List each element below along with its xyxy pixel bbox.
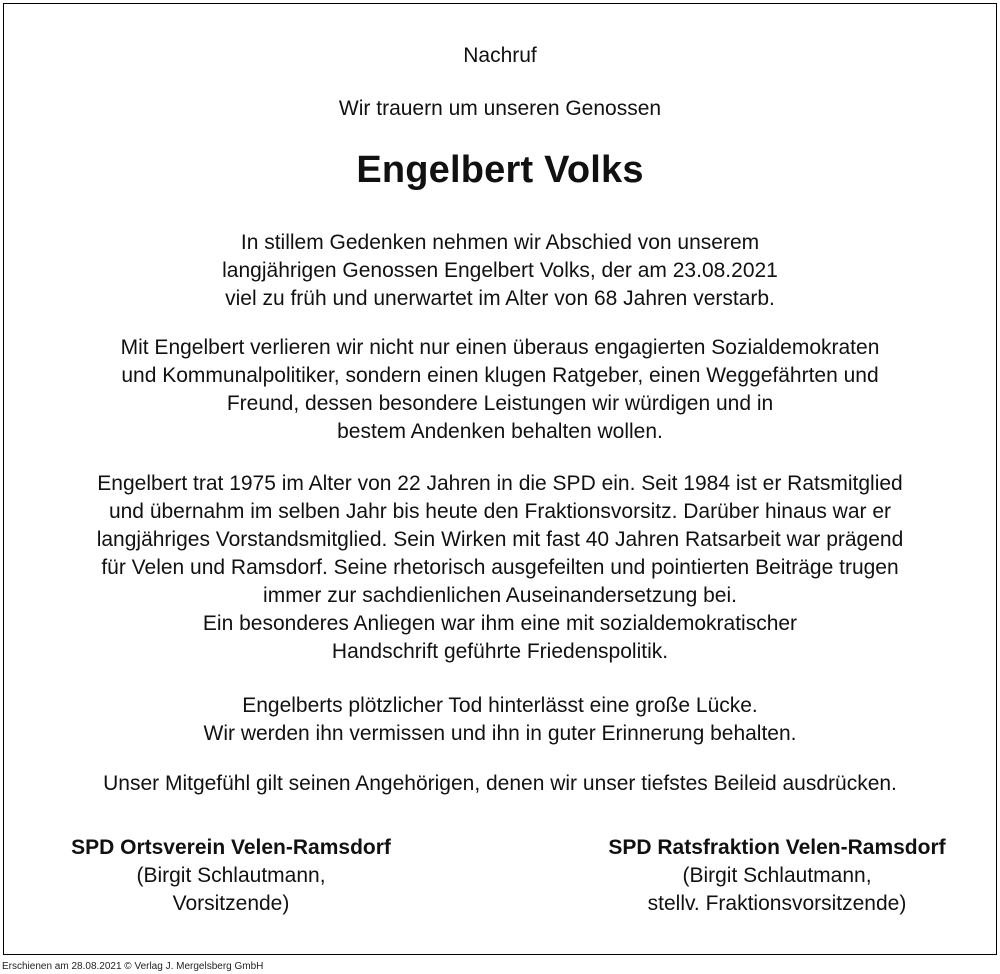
- obituary-notice: [3, 3, 997, 955]
- signature-right-name: (Birgit Schlautmann,: [682, 864, 872, 887]
- deceased-name: Engelbert Volks: [356, 149, 644, 191]
- signature-left: [21, 834, 441, 918]
- signature-left-name: (Birgit Schlautmann,: [136, 864, 326, 887]
- paragraph-condolences: Unser Mitgefühl gilt seinen Angehörigen, denen wir unser tiefstes Beileid ausdrücken.: [103, 772, 897, 795]
- publication-footer: Erschienen am 28.08.2021 © Verlag J. Mergelsberg GmbH: [2, 961, 264, 972]
- paragraph-biography: Engelbert trat 1975 im Alter von 22 Jahren in die SPD ein. Seit 1984 ist er Ratsmitglied und übernahm im selben Jahr bis heute den Fraktionsvorsitz. Darüber hinaus war er langjähriges Vorstandsmitglied. Sein Wirken mit fast 40 Jahren Ratsarbeit war prägend für Velen und Ramsdorf. Seine rhetorisch ausgefeilten und pointierten Beiträge trugen immer zur sachdienlichen Auseinandersetzung bei. Ein besonderes Anliegen war ihm eine mit sozialdemokratischer Handschrift geführte Friedenspolitik.: [96, 472, 904, 663]
- paragraph-tribute: Mit Engelbert verlieren wir nicht nur einen überaus engagierten Sozialdemokraten und Kommunalpolitiker, sondern einen klugen Ratgeber, einen Weggefährten und Freund, dessen besondere Leistungen wir würdigen und in bestem Andenken behalten wollen.: [120, 336, 880, 443]
- signature-right-organization: SPD Ratsfraktion Velen-Ramsdorf: [608, 836, 946, 859]
- notice-subtitle: Wir trauern um unseren Genossen: [338, 97, 662, 120]
- signature-left-organization: SPD Ortsverein Velen-Ramsdorf: [71, 836, 391, 859]
- paragraph-loss: Engelberts plötzlicher Tod hinterlässt eine große Lücke. Wir werden ihn vermissen und ihn in guter Erinnerung behalten.: [203, 694, 797, 745]
- signature-left-role: Vorsitzende): [172, 892, 290, 915]
- paragraph-farewell: In stillem Gedenken nehmen wir Abschied von unserem langjährigen Genossen Engelbert Volks, der am 23.08.2021 viel zu früh und unerwartet im Alter von 68 Jahren verstarb.: [222, 231, 778, 310]
- notice-header: Nachruf: [463, 44, 537, 67]
- signature-right: [567, 834, 987, 918]
- signature-right-role: stellv. Fraktionsvorsitzende): [647, 892, 907, 915]
